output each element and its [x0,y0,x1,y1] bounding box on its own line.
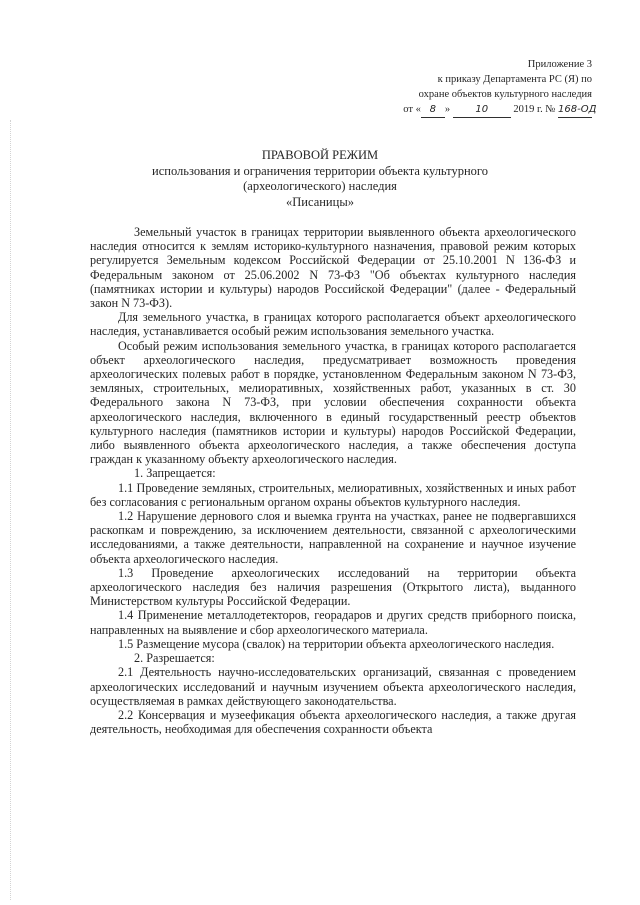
document-title [0,148,640,210]
order-reference: к приказу Департамента РС (Я) по [437,74,592,85]
allowed-item-2-1: 2.1 Деятельность научно-исследовательских организаций, связанная с проведением археологических исследований и научным изучением объекта археологического наследия, осуществляемая в рамках действующего законодательства. [90,665,576,708]
paragraph-regime-details: Особый режим использования земельного участка, в границах которого располагается объект археологического наследия, предусматривает возможность проведения археологических полевых работ в порядке, установленном Федеральным законом N 73-ФЗ, земляных, строительных, мелиоративных, хозяйственных работ, указанных в ст. 30 Федерального закона N 73-ФЗ, при условии обеспечения сохранности объекта археологического наследия, включенного в единый государственный реестр объектов культурного наследия (памятников истории и культуры) народов Российской Федерации, либо выявленного объекта археологического наследия, а также обеспечения доступа граждан к указанному объекту археологического наследия. [90,338,576,467]
section-prohibited-heading: 1. Запрещается: [134,466,216,481]
order-month: 10 [453,102,511,118]
title-heading: ПРАВОВОЙ РЕЖИМ [261,148,379,162]
paragraph-land-status: Земельный участок в границах территории выявленного объекта археологического наследия относится к землям историко-культурного назначения, правовой режим которых регулируется Земельным кодексом Российской Федерации от 25.10.2001 N 136-ФЗ и Федеральным законом от 25.06.2002 N 73-ФЗ "Об объектах культурного наследия (памятниках истории и культуры) народов Российской Федерации" (далее - Федеральный закон N 73-ФЗ). [90,225,576,311]
document-body [90,225,576,736]
title-subtitle-2: (археологического) наследия [243,179,397,193]
date-prefix: от « [403,104,421,115]
prohibited-item-1-2: 1.2 Нарушение дернового слоя и выемка грунта на участках, ранее не подвергавшихся раскопкам и повреждению, за исключением деятельности, связанной с археологическими исследованиями, а также деятельности, направленной на сохранение и научное изучение объекта археологического наследия. [90,509,576,566]
appendix-header [372,57,597,118]
appendix-number: Приложение 3 [527,59,592,70]
section-allowed-heading: 2. Разрешается: [134,651,215,666]
paragraph-special-regime: Для земельного участка, в границах которого располагается объект археологического наследия, устанавливается особый режим использования земельного участка. [90,310,576,339]
scan-edge-line [10,120,12,900]
date-mid: » [444,104,451,115]
prohibited-item-1-3: 1.3 Проведение археологических исследований на территории объекта археологического наследия без наличия разрешения (Открытого листа), выданного Министерством культуры Российской Федерации. [90,565,576,609]
order-day: 8 [421,102,445,118]
department-name: охране объектов культурного наследия [418,89,592,100]
order-year: 2019 г. № [513,104,556,115]
prohibited-item-1-1: 1.1 Проведение земляных, строительных, мелиоративных, хозяйственных и иных работ без согласования с региональным органом охраны объектов культурного наследия. [90,480,576,509]
order-date-line [372,102,597,118]
order-number: 168-ОД [558,102,592,118]
prohibited-item-1-5: 1.5 Размещение мусора (свалок) на территории объекта археологического наследия. [118,636,555,651]
title-subtitle-1: использования и ограничения территории объекта культурного [152,163,488,178]
prohibited-item-1-4: 1.4 Применение металлодетекторов, георадаров и других средств приборного поиска, направленных на выявление и сбор археологического материала. [90,608,576,637]
title-object-name: «Писаницы» [286,194,354,209]
allowed-item-2-2: 2.2 Консервация и музеефикация объекта археологического наследия, а также другая деятельность, необходимая для обеспечения сохранности объекта [90,707,576,737]
